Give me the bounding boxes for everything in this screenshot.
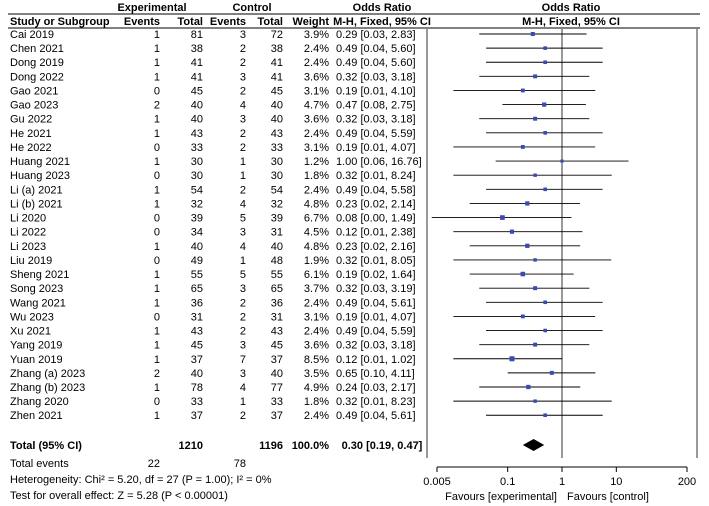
weight-cell: 6.7% — [303, 212, 329, 225]
total-control-cell: 43 — [270, 325, 283, 338]
total-control-cell: 30 — [270, 156, 283, 169]
events-experimental: 1 — [153, 127, 160, 140]
effect-square — [531, 32, 535, 36]
effect-square — [533, 399, 536, 402]
ci-text: 0.32 [0.01, 8.23] — [336, 396, 416, 409]
events-control: 3 — [239, 283, 246, 296]
events-control: 2 — [239, 127, 246, 140]
effect-square — [510, 230, 514, 234]
ci-text: 0.65 [0.10, 4.11] — [336, 367, 415, 380]
events-experimental: 1 — [153, 269, 160, 282]
total-experimental-cell: 33 — [190, 141, 203, 154]
ci-text: 0.49 [0.04, 5.59] — [336, 127, 416, 140]
total-control-cell: 39 — [270, 212, 283, 225]
effect-square — [521, 89, 525, 93]
ci-text: 0.49 [0.04, 5.59] — [336, 325, 416, 338]
ci-text: 0.32 [0.03, 3.18] — [336, 113, 416, 126]
study-row — [10, 241, 416, 253]
study-name: Huang 2023 — [10, 170, 70, 183]
effect-square — [533, 258, 536, 261]
effect-square — [525, 244, 529, 248]
total-experimental-cell: 41 — [190, 71, 203, 84]
weight-cell: 6.1% — [303, 269, 329, 282]
total-experimental-cell: 40 — [190, 99, 203, 112]
study-row — [10, 100, 416, 112]
total-control-cell: 38 — [270, 43, 283, 56]
total-experimental-cell: 36 — [190, 297, 203, 310]
weight-cell: 3.7% — [303, 283, 329, 296]
ci-text: 0.49 [0.04, 5.60] — [336, 57, 416, 70]
weight-cell: 3.6% — [303, 339, 329, 352]
effect-square — [525, 201, 529, 205]
effect-square — [543, 413, 547, 417]
effect-square — [543, 60, 547, 64]
events-experimental: 1 — [153, 43, 160, 56]
weight-cell: 3.9% — [303, 29, 329, 41]
study-name: Li 2023 — [10, 240, 47, 253]
events-control: 1 — [239, 170, 246, 183]
ci-text: 0.32 [0.03, 3.18] — [336, 339, 416, 352]
weight-cell: 1.9% — [303, 254, 329, 267]
effect-square — [521, 145, 525, 149]
ci-text: 0.19 [0.02, 1.64] — [336, 269, 416, 282]
heterogeneity-text: Heterogeneity: Chi² = 5.20, df = 27 (P = 1.00); I² = 0% — [10, 474, 272, 486]
study-name: Zhen 2021 — [10, 410, 63, 423]
ci-text: 0.49 [0.04, 5.58] — [336, 184, 416, 197]
total-events-label: Total events — [10, 458, 69, 470]
study-row — [10, 368, 415, 380]
ci-text: 0.49 [0.04, 5.60] — [336, 43, 416, 56]
events-experimental: 1 — [153, 325, 160, 338]
header-events-control: Events — [209, 16, 246, 28]
ci-text: 0.32 [0.01, 8.24] — [336, 170, 416, 183]
events-control: 2 — [239, 410, 246, 423]
total-weight: 100.0% — [291, 440, 329, 452]
events-experimental: 2 — [153, 367, 160, 380]
total-experimental-cell: 34 — [190, 226, 203, 239]
total-control-cell: 41 — [270, 71, 283, 84]
total-ci-text: 0.30 [0.19, 0.47] — [341, 440, 423, 452]
study-name: Gu 2022 — [10, 113, 53, 126]
total-experimental-cell: 41 — [190, 57, 203, 70]
total-experimental-cell: 33 — [190, 396, 203, 409]
weight-cell: 4.8% — [303, 198, 329, 211]
events-control: 3 — [239, 113, 246, 126]
study-row — [10, 410, 416, 422]
events-experimental: 1 — [153, 297, 160, 310]
events-experimental: 1 — [153, 410, 160, 423]
header-odds-ratio-right: Odds Ratio — [541, 2, 601, 14]
ci-text: 0.12 [0.01, 2.38] — [336, 226, 416, 239]
study-name: Song 2023 — [10, 283, 64, 296]
effect-square — [533, 117, 537, 121]
events-experimental: 0 — [153, 396, 160, 409]
study-name: Li (a) 2021 — [10, 184, 63, 197]
study-rows — [10, 29, 422, 422]
header-experimental: Experimental — [117, 2, 187, 14]
study-name: Liu 2019 — [10, 254, 53, 267]
total-diamond — [523, 439, 544, 451]
header-control: Control — [232, 2, 272, 14]
total-control-cell: 45 — [270, 339, 283, 352]
total-experimental-cell: 30 — [190, 156, 203, 169]
events-control: 3 — [239, 226, 246, 239]
plot-area — [427, 29, 697, 458]
effect-square — [543, 329, 547, 333]
effect-square — [533, 343, 537, 347]
ci-text: 0.19 [0.01, 4.10] — [336, 85, 416, 98]
effect-square — [543, 131, 547, 135]
events-control: 5 — [239, 212, 246, 225]
study-row — [10, 43, 416, 55]
weight-cell: 4.5% — [303, 226, 329, 239]
weight-cell: 3.1% — [303, 85, 329, 98]
effect-square — [550, 371, 554, 375]
events-control: 3 — [239, 71, 246, 84]
study-row — [10, 114, 416, 126]
events-experimental: 0 — [153, 254, 160, 267]
effect-square — [500, 215, 505, 220]
events-control: 1 — [239, 396, 246, 409]
total-control-cell: 30 — [270, 170, 283, 183]
study-name: Zhang (a) 2023 — [10, 367, 86, 380]
study-row — [10, 29, 416, 41]
events-control: 1 — [239, 156, 246, 169]
ci-text: 0.19 [0.01, 4.07] — [336, 311, 416, 324]
header-method-left: M-H, Fixed, 95% CI — [333, 16, 431, 28]
study-name: Cai 2019 — [10, 29, 55, 41]
total-control-cell: 54 — [270, 184, 283, 197]
study-row — [10, 297, 416, 309]
ci-text: 0.24 [0.03, 2.17] — [336, 382, 416, 394]
total-experimental-cell: 55 — [190, 269, 203, 282]
events-experimental: 0 — [153, 170, 160, 183]
weight-cell: 2.4% — [303, 57, 329, 70]
weight-cell: 2.4% — [303, 127, 329, 140]
weight-cell: 4.9% — [303, 382, 329, 394]
total-experimental-cell: 81 — [190, 29, 203, 41]
weight-cell: 3.5% — [303, 367, 329, 380]
study-name: Xu 2021 — [10, 325, 51, 338]
total-experimental-cell: 37 — [190, 353, 203, 366]
weight-cell: 1.2% — [303, 156, 329, 169]
events-control: 2 — [239, 311, 246, 324]
effect-square — [521, 314, 525, 318]
ci-text: 0.19 [0.01, 4.07] — [336, 141, 416, 154]
events-control: 3 — [239, 29, 246, 41]
ci-text: 0.49 [0.04, 5.61] — [336, 297, 416, 310]
study-row — [10, 184, 416, 196]
total-control: 1196 — [259, 440, 283, 452]
total-control-cell: 40 — [270, 113, 283, 126]
overall-effect-text: Test for overall effect: Z = 5.28 (P < 0.00001) — [10, 490, 228, 502]
study-row — [10, 85, 416, 97]
total-control-cell: 37 — [270, 410, 283, 423]
total-control-cell: 40 — [270, 367, 283, 380]
total-control-cell: 37 — [270, 353, 283, 366]
study-row — [10, 326, 416, 338]
total-control-cell: 55 — [270, 269, 283, 282]
effect-square — [560, 160, 563, 163]
ci-text: 0.29 [0.03, 2.83] — [336, 29, 416, 41]
total-experimental-cell: 43 — [190, 127, 203, 140]
header-total-control: Total — [257, 16, 283, 28]
events-experimental: 1 — [153, 283, 160, 296]
weight-cell: 1.8% — [303, 170, 329, 183]
ci-text: 0.32 [0.03, 3.18] — [336, 71, 416, 84]
total-control-cell: 72 — [270, 29, 283, 41]
header-events-experimental: Events — [123, 16, 160, 28]
events-control: 2 — [239, 297, 246, 310]
total-control-cell: 65 — [270, 283, 283, 296]
weight-cell: 2.4% — [303, 184, 329, 197]
total-experimental-cell: 49 — [190, 254, 203, 267]
weight-cell: 2.4% — [303, 43, 329, 56]
events-experimental: 0 — [153, 212, 160, 225]
events-experimental: 1 — [153, 71, 160, 84]
total-experimental-cell: 45 — [190, 85, 203, 98]
total-control-cell: 33 — [270, 141, 283, 154]
study-name: Li (b) 2021 — [10, 198, 63, 211]
total-experimental-cell: 65 — [190, 283, 203, 296]
events-control: 7 — [239, 353, 246, 366]
weight-cell: 4.8% — [303, 240, 329, 253]
events-experimental: 0 — [153, 85, 160, 98]
weight-cell: 1.8% — [303, 396, 329, 409]
total-experimental-cell: 30 — [190, 170, 203, 183]
x-tick-label: 0.005 — [423, 476, 451, 488]
events-control: 2 — [239, 43, 246, 56]
effect-square — [543, 300, 547, 304]
total-experimental-cell: 78 — [190, 382, 203, 394]
total-control-cell: 40 — [270, 99, 283, 112]
study-name: Huang 2021 — [10, 156, 70, 169]
events-experimental: 1 — [153, 353, 160, 366]
study-name: Yang 2019 — [10, 339, 63, 352]
ci-text: 0.23 [0.02, 2.16] — [336, 240, 416, 253]
effect-square — [509, 356, 514, 361]
events-experimental: 0 — [153, 226, 160, 239]
total-control-cell: 36 — [270, 297, 283, 310]
events-experimental: 1 — [153, 113, 160, 126]
total-control-cell: 32 — [270, 198, 283, 211]
events-control: 2 — [239, 57, 246, 70]
effect-square — [526, 385, 530, 389]
total-experimental-cell: 37 — [190, 410, 203, 423]
total-experimental-cell: 38 — [190, 43, 203, 56]
study-row — [10, 283, 416, 295]
study-row — [10, 156, 422, 168]
study-row — [10, 71, 416, 83]
study-row — [10, 170, 416, 182]
study-row — [10, 128, 416, 140]
events-control: 1 — [239, 254, 246, 267]
events-control: 2 — [239, 325, 246, 338]
header-total-experimental: Total — [177, 16, 203, 28]
events-experimental: 1 — [153, 184, 160, 197]
weight-cell: 8.5% — [303, 353, 329, 366]
effect-square — [533, 74, 537, 78]
total-control-cell: 41 — [270, 57, 283, 70]
events-control: 2 — [239, 184, 246, 197]
events-control: 3 — [239, 367, 246, 380]
study-name: Li 2022 — [10, 226, 47, 239]
weight-cell: 2.4% — [303, 410, 329, 423]
header-study: Study or Subgroup — [10, 16, 110, 28]
study-name: Chen 2021 — [10, 43, 64, 56]
study-row — [10, 57, 416, 69]
study-name: Zhang (b) 2023 — [10, 382, 86, 394]
total-control-cell: 33 — [270, 396, 283, 409]
effect-square — [543, 46, 547, 50]
study-row — [10, 382, 416, 394]
total-control-cell: 43 — [270, 127, 283, 140]
ci-text: 0.23 [0.02, 2.14] — [336, 198, 416, 211]
study-name: Dong 2022 — [10, 71, 64, 84]
study-name: Sheng 2021 — [10, 269, 70, 282]
events-control: 4 — [239, 99, 246, 112]
favours-experimental-label: Favours [experimental] — [445, 491, 557, 503]
total-experimental-cell: 40 — [190, 113, 203, 126]
total-control-cell: 31 — [270, 311, 283, 324]
header-method-right: M-H, Fixed, 95% CI — [522, 16, 620, 28]
study-name: Wang 2021 — [10, 297, 66, 310]
weight-cell: 3.1% — [303, 141, 329, 154]
events-experimental: 0 — [153, 311, 160, 324]
total-experimental-cell: 45 — [190, 339, 203, 352]
total-experimental-cell: 54 — [190, 184, 203, 197]
total-control-cell: 45 — [270, 85, 283, 98]
study-name: Yuan 2019 — [10, 353, 63, 366]
events-control: 2 — [239, 85, 246, 98]
events-experimental: 1 — [153, 29, 160, 41]
study-name: He 2022 — [10, 141, 52, 154]
effect-square — [533, 286, 537, 290]
weight-cell: 3.1% — [303, 311, 329, 324]
total-control-cell: 40 — [270, 240, 283, 253]
effect-square — [542, 102, 546, 106]
ci-text: 0.49 [0.04, 5.61] — [336, 410, 416, 423]
total-events-experimental: 22 — [147, 458, 160, 470]
total-control-cell: 48 — [270, 254, 283, 267]
events-experimental: 1 — [153, 57, 160, 70]
ci-text: 1.00 [0.06, 16.76] — [336, 156, 422, 169]
weight-cell: 3.6% — [303, 113, 329, 126]
total-experimental: 1210 — [178, 440, 203, 452]
total-control-cell: 31 — [270, 226, 283, 239]
total-experimental-cell: 43 — [190, 325, 203, 338]
study-row — [10, 311, 416, 323]
events-experimental: 1 — [153, 198, 160, 211]
study-row — [10, 269, 416, 281]
total-experimental-cell: 40 — [190, 367, 203, 380]
x-tick-label: 1 — [558, 476, 566, 488]
events-control: 2 — [239, 141, 246, 154]
study-row — [10, 255, 416, 267]
weight-cell: 2.4% — [303, 325, 329, 338]
study-row — [10, 354, 416, 366]
events-experimental: 1 — [153, 382, 160, 394]
header-odds-ratio-left: Odds Ratio — [352, 2, 412, 14]
events-experimental: 1 — [153, 240, 160, 253]
weight-cell: 3.6% — [303, 71, 329, 84]
total-experimental-cell: 39 — [190, 212, 203, 225]
events-control: 5 — [239, 269, 246, 282]
ci-text: 0.32 [0.03, 3.19] — [336, 283, 416, 296]
ci-text: 0.32 [0.01, 8.05] — [336, 254, 416, 267]
ci-text: 0.47 [0.08, 2.75] — [336, 99, 416, 112]
study-name: Gao 2021 — [10, 85, 59, 98]
events-experimental: 2 — [153, 99, 160, 112]
total-experimental-cell: 40 — [190, 240, 203, 253]
weight-cell: 4.7% — [303, 99, 329, 112]
events-control: 4 — [239, 240, 246, 253]
x-axis — [423, 467, 696, 503]
total-experimental-cell: 32 — [190, 198, 203, 211]
study-name: Li 2020 — [10, 212, 47, 225]
header-weight: Weight — [292, 16, 329, 28]
study-name: Wu 2023 — [10, 311, 54, 324]
effect-square — [533, 174, 536, 177]
events-experimental: 1 — [153, 156, 160, 169]
weight-cell: 2.4% — [303, 297, 329, 310]
events-experimental: 1 — [153, 339, 160, 352]
study-row — [10, 396, 416, 408]
study-row — [10, 198, 416, 210]
x-tick-label: 200 — [677, 476, 697, 488]
study-row — [10, 142, 416, 154]
events-control: 3 — [239, 339, 246, 352]
study-name: Zhang 2020 — [10, 396, 69, 409]
total-events-control: 78 — [233, 458, 246, 470]
events-control: 4 — [239, 198, 246, 211]
events-experimental: 0 — [153, 141, 160, 154]
total-control-cell: 77 — [270, 382, 283, 394]
total-experimental-cell: 31 — [190, 311, 203, 324]
study-row — [10, 227, 416, 239]
x-tick-label: 0.1 — [500, 476, 516, 488]
ci-text: 0.08 [0.00, 1.49] — [336, 212, 416, 225]
ci-text: 0.12 [0.01, 1.02] — [336, 353, 416, 366]
x-tick-label: 10 — [610, 476, 623, 488]
effect-square — [543, 188, 547, 192]
study-name: Gao 2023 — [10, 99, 59, 112]
study-name: Dong 2019 — [10, 57, 64, 70]
study-row — [10, 340, 416, 352]
study-name: He 2021 — [10, 127, 52, 140]
events-control: 4 — [239, 382, 246, 394]
favours-control-label: Favours [control] — [567, 491, 649, 503]
total-label: Total (95% CI) — [10, 440, 82, 452]
study-row — [10, 213, 416, 225]
effect-square — [521, 272, 526, 277]
